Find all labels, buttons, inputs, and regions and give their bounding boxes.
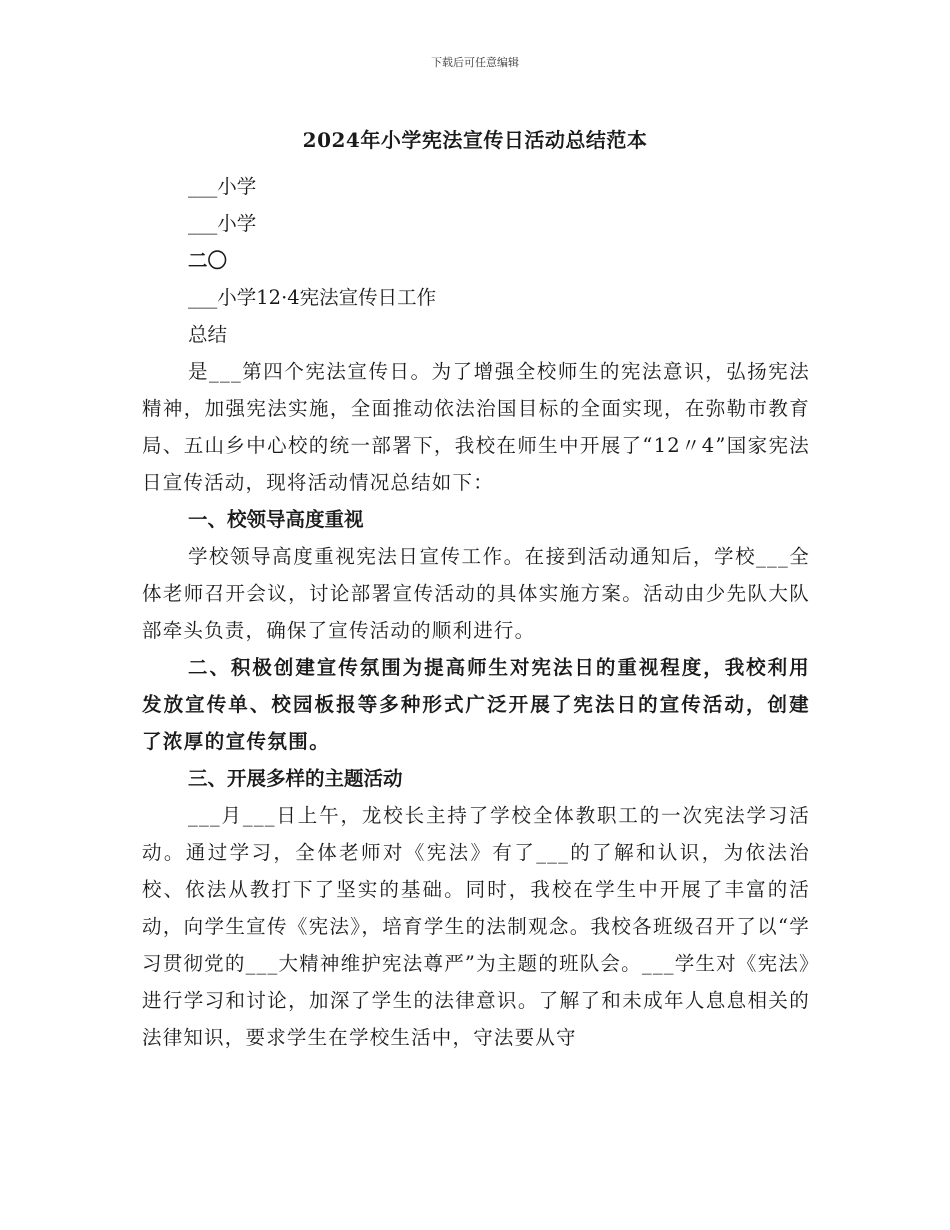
- intro-paragraph: 是___第四个宪法宣传日。为了增强全校师生的宪法意识，弘扬宪法精神，加强宪法实施，全面推动依法治国目标的全面实现，在弥勒市教育局、五山乡中心校的统一部署下，我校在师生中开展了“12〃4”国家宪法日宣传活动，现将活动情况总结如下：: [142, 360, 810, 494]
- section-2-paragraph: 二、积极创建宣传氛围为提高师生对宪法日的重视程度，我校利用发放宣传单、校园板报等多种形式广泛开展了宪法日的宣传活动，创建了浓厚的宣传氛围。: [142, 656, 810, 753]
- summary-line: 总结: [188, 323, 228, 346]
- section-1-paragraph: 学校领导高度重视宪法日宣传工作。在接到活动通知后，学校___全体老师召开会议，讨论部署宣传活动的具体实施方案。活动由少先队大队部牵头负责，确保了宣传活动的顺利进行。: [142, 545, 810, 642]
- document-title: 2024年小学宪法宣传日活动总结范本: [302, 128, 648, 152]
- report-title-line: ___小学12·4宪法宣传日工作: [188, 286, 437, 309]
- section-3-heading: 三、开展多样的主题活动: [188, 767, 403, 790]
- school-line-1: ___小学: [188, 175, 257, 198]
- document-body: [142, 168, 810, 1056]
- school-line-2: ___小学: [188, 212, 257, 235]
- section-1-heading: 一、校领导高度重视: [188, 508, 364, 531]
- header-note: 下载后可任意编辑: [431, 56, 519, 69]
- section-3-paragraph: ___月___日上午，龙校长主持了学校全体教职工的一次宪法学习活动。通过学习，全体老师对《宪法》有了___的了解和认识，为依法治校、依法从教打下了坚实的基础。同时，我校在学生中开展了丰富的活动，向学生宣传《宪法》，培育学生的法制观念。我校各班级召开了以“学习贯彻党的___大精神维护宪法尊严”为主题的班队会。___学生对《宪法》进行学习和讨论，加深了学生的法律意识。了解了和未成年人息息相关的法律知识，要求学生在学校生活中，守法要从守: [142, 804, 810, 1049]
- year-line: 二〇: [188, 249, 228, 272]
